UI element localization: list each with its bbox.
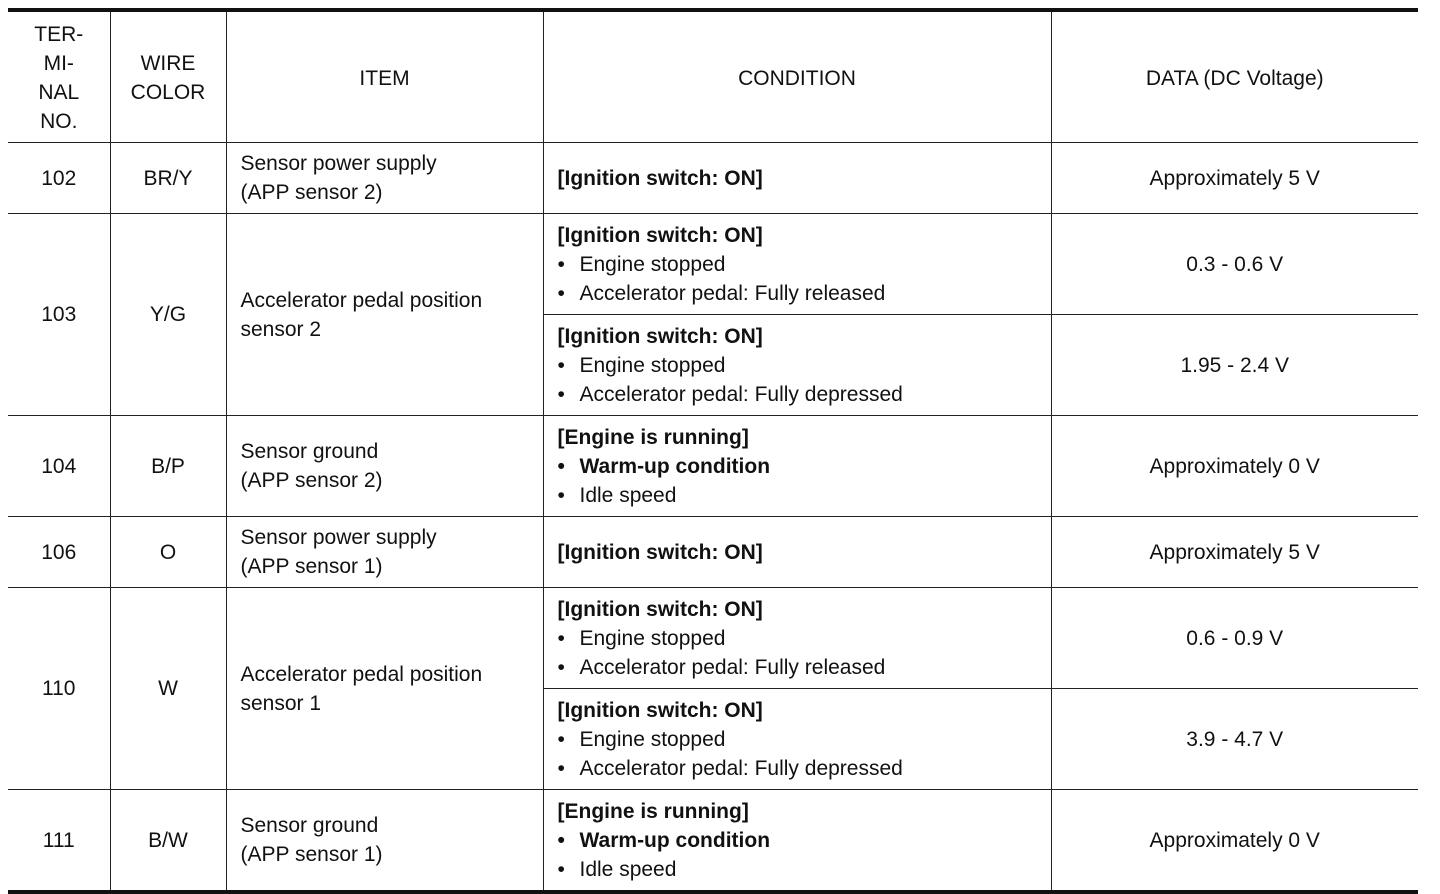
condition-cell — [543, 143, 1051, 214]
table-row — [8, 143, 1418, 214]
wire-color: B/W — [110, 790, 226, 893]
voltage-value: Approximately 5 V — [1051, 517, 1418, 588]
condition-cell — [543, 214, 1051, 315]
terminal-number: 106 — [8, 517, 110, 588]
condition-bullet: • Accelerator pedal: Fully released — [558, 653, 1037, 682]
item-line: Accelerator pedal position — [240, 662, 483, 686]
table-row — [8, 416, 1418, 517]
terminal-spec-table — [8, 8, 1418, 894]
header-item: ITEM — [226, 10, 543, 143]
condition-bullets — [558, 452, 1037, 510]
condition-heading: [Ignition switch: ON] — [557, 698, 763, 722]
terminal-number: 103 — [8, 214, 110, 416]
condition-bullet: • Warm-up condition — [558, 452, 1037, 481]
item-line: Accelerator pedal position — [240, 288, 483, 312]
condition-bullets — [558, 624, 1037, 682]
item-line: Sensor power supply — [240, 526, 437, 549]
item-line: (APP sensor 2) — [240, 181, 383, 204]
condition-bullet: • Engine stopped — [558, 725, 1037, 754]
condition-heading: [Ignition switch: ON] — [557, 597, 763, 621]
item-line: (APP sensor 1) — [240, 555, 383, 578]
voltage-value: 1.95 - 2.4 V — [1051, 315, 1418, 416]
condition-heading: [Engine is running] — [557, 799, 749, 823]
condition-bullet: • Accelerator pedal: Fully depressed — [558, 754, 1037, 783]
wire-color: O — [110, 517, 226, 588]
condition-bullet: • Accelerator pedal: Fully released — [558, 279, 1037, 308]
condition-bullets — [558, 725, 1037, 783]
item-description — [226, 214, 543, 416]
voltage-value: Approximately 0 V — [1051, 416, 1418, 517]
terminal-number: 110 — [8, 588, 110, 790]
voltage-value: Approximately 5 V — [1051, 143, 1418, 214]
voltage-value: Approximately 0 V — [1051, 790, 1418, 893]
table-row — [8, 214, 1418, 315]
condition-bullet: • Idle speed — [558, 481, 1037, 510]
item-line: sensor 1 — [240, 691, 322, 715]
table-row — [8, 517, 1418, 588]
item-line: sensor 2 — [240, 317, 322, 341]
condition-bullets — [558, 351, 1037, 409]
condition-heading: [Engine is running] — [557, 425, 749, 449]
condition-cell — [543, 689, 1051, 790]
wire-color: B/P — [110, 416, 226, 517]
header-data: DATA (DC Voltage) — [1051, 10, 1418, 143]
condition-cell — [543, 517, 1051, 588]
condition-bullet: • Warm-up condition — [558, 826, 1037, 855]
item-description — [226, 143, 543, 214]
condition-cell — [543, 790, 1051, 893]
voltage-value: 0.6 - 0.9 V — [1051, 588, 1418, 689]
table-row — [8, 588, 1418, 689]
condition-cell — [543, 588, 1051, 689]
wire-color: BR/Y — [110, 143, 226, 214]
voltage-value: 0.3 - 0.6 V — [1051, 214, 1418, 315]
condition-bullet: • Idle speed — [558, 855, 1037, 884]
condition-heading: [Ignition switch: ON] — [557, 540, 763, 564]
condition-heading: [Ignition switch: ON] — [557, 324, 763, 348]
condition-cell — [543, 315, 1051, 416]
wire-color: W — [110, 588, 226, 790]
table-body — [8, 143, 1418, 893]
header-wire-color: WIRE COLOR — [110, 10, 226, 143]
terminal-number: 111 — [8, 790, 110, 893]
item-line: (APP sensor 2) — [240, 469, 383, 492]
voltage-value: 3.9 - 4.7 V — [1051, 689, 1418, 790]
condition-cell — [543, 416, 1051, 517]
condition-bullet: • Accelerator pedal: Fully depressed — [558, 380, 1037, 409]
terminal-number: 102 — [8, 143, 110, 214]
item-line: Sensor ground — [240, 440, 379, 463]
item-description — [226, 790, 543, 893]
condition-bullets — [558, 250, 1037, 308]
condition-heading: [Ignition switch: ON] — [557, 166, 763, 190]
wire-color: Y/G — [110, 214, 226, 416]
item-description — [226, 416, 543, 517]
item-description — [226, 517, 543, 588]
item-line: (APP sensor 1) — [240, 843, 383, 866]
condition-bullet: • Engine stopped — [558, 250, 1037, 279]
header-terminal: TER- MI- NAL NO. — [8, 10, 110, 143]
table-row — [8, 790, 1418, 893]
terminal-number: 104 — [8, 416, 110, 517]
header-condition: CONDITION — [543, 10, 1051, 143]
item-line: Sensor power supply — [240, 152, 437, 175]
item-description — [226, 588, 543, 790]
item-line: Sensor ground — [240, 814, 379, 837]
condition-bullets — [558, 826, 1037, 884]
header-row — [8, 10, 1418, 143]
condition-bullet: • Engine stopped — [558, 624, 1037, 653]
condition-heading: [Ignition switch: ON] — [557, 223, 763, 247]
condition-bullet: • Engine stopped — [558, 351, 1037, 380]
